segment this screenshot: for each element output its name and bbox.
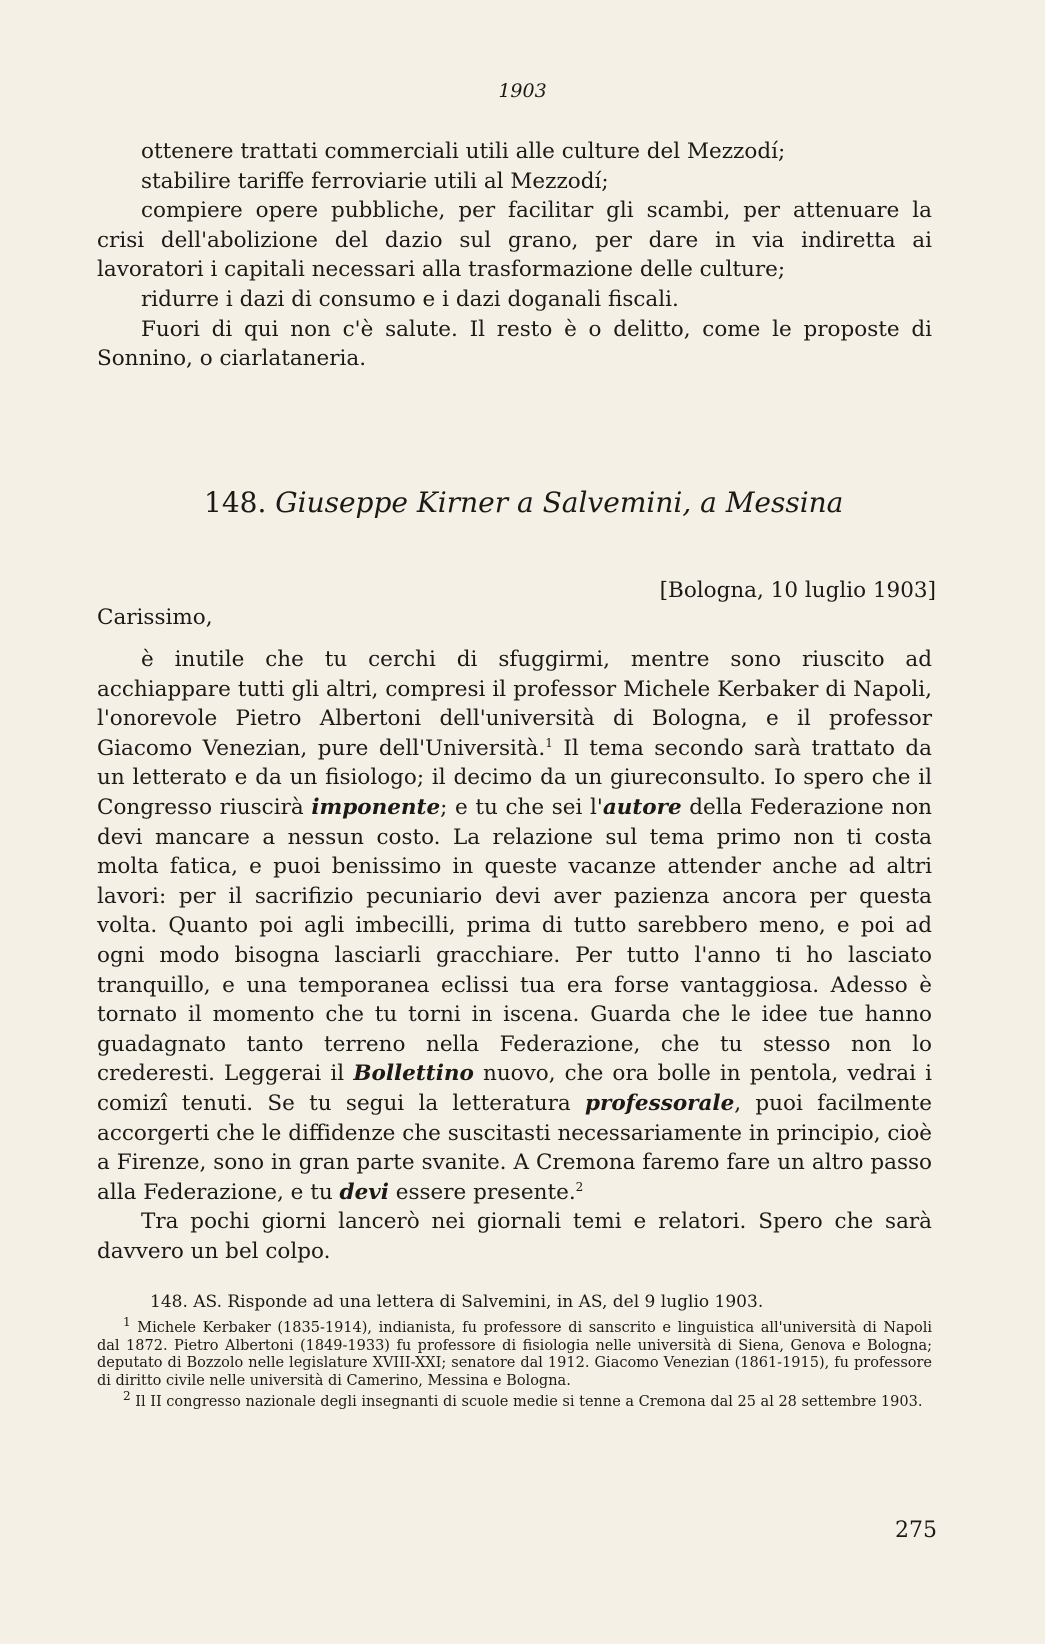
dateline: [Bologna, 10 luglio 1903] [659,578,936,603]
footnote-mark: 1 [123,1315,131,1330]
page-number: 275 [895,1518,937,1543]
letter-heading [204,486,843,519]
emphasis: imponente [311,794,441,820]
text-run: è inutile che tu cerchi di sfuggirmi, mentre sono riuscito ad acchiappare tutti gli altri, compresi il professor Michele Kerbaker di Napoli, l'onorevole Pietro Albertoni dell'università di Bologna, e il professor Giacomo Venezian, pure dell'Università. [97,647,932,761]
footnote-text: Michele Kerbaker (1835-1914), indianista, fu professore di sanscrito e linguistica all'università di Napoli dal 1872. Pietro Albertoni (1849-1933) fu professore di fisiologia nelle università di Siena, Genova e Bologna; deputato di Bozzolo nelle legislature XVIII-XXI; senatore dal 1912. Giacomo Venezian (1861-1915), fu professore di diritto civile nelle università di Camerino, Messina e Bologna. [97,1320,932,1389]
text-run: essere presente. [388,1179,576,1205]
salutation: Carissimo, [97,605,213,630]
text-line: ottenere trattati commerciali utili alle culture del Mezzodí; [141,139,786,164]
footnote-ref[interactable]: 1 [545,735,553,750]
paragraph: crisi dell'abolizione del dazio sul grano, per dare in via indiretta ai lavoratori i capitali necessari alla trasformazione delle culture; [97,227,932,283]
text-run: nuovo, che ora bolle in pentola, vedrai i comizî tenuti. Se tu segui la letteratura [97,1061,932,1116]
text-line: compiere opere pubbliche, per facilitar gli scambi, per attenuare la [141,198,932,224]
running-head: 1903 [498,80,547,102]
closing-paragraph: Fuori di qui non c'è salute. Il resto è o delitto, come le proposte di Sonnino, o ciarlataneria. [97,316,932,372]
footnote-text: Il II congresso nazionale degli insegnanti di scuole medie si tenne a Cremona dal 25 al 28 settembre 1903. [130,1394,923,1410]
text-run: della Federazione non devi mancare a nessun costo. La relazione sul tema primo non ti costa molta fatica, e puoi benissimo in queste vacanze attender anche ad altri lavori: per il sacrifizio pecuniario devi aver pazienza ancora per questa volta. Quanto poi agli imbecilli, prima di tutto sarebbero meno, e poi ad ogni modo bisogna lasciarli gracchiare. Per tutto l'anno ti ho lasciato tranquillo, e una temporanea eclissi tua era forse vantaggiosa. Adesso è tornato il momento che tu torni in iscena. Guarda che le idee tue hanno guadagnato tanto terreno nella Federazione, che tu stesso non lo crederesti. Leggerai il [97,794,933,1087]
footnote [97,1315,932,1390]
footnote-ref[interactable]: 2 [575,1179,584,1194]
text-line: stabilire tariffe ferroviarie utili al Mezzodí; [141,168,609,194]
emphasis: professorale [584,1090,735,1116]
emphasis: devi [339,1179,389,1205]
periodical-title: Bollettino [353,1061,474,1087]
letter-paragraph [97,645,932,1207]
letter-title: Giuseppe Kirner a Salvemini, a Messina [275,486,844,519]
text-run: Il tema secondo sarà trattato da un letterato e da un fisiologo; il decimo da un giureconsulto. Io spero che il Congresso riuscirà [97,735,932,820]
letter-number: 148. [204,486,267,519]
continued-text [97,137,932,374]
letter-paragraph: Tra pochi giorni lancerò nei giornali temi e relatori. Spero che sarà davvero un bel colpo. [97,1209,932,1264]
footnote-mark: 2 [123,1389,131,1404]
emphasis: autore [602,794,682,820]
text-run: , puoi facilmente accorgerti che le diffidenze che suscitasti necessariamente in principio, cioè a Firenze, sono in gran parte svanite. A Cremona faremo fare un altro passo alla Federazione, e tu [97,1090,932,1205]
text-line: ridurre i dazi di consumo e i dazi doganali fiscali. [141,286,679,312]
source-note: 148. AS. Risponde ad una lettera di Salvemini, in AS, del 9 luglio 1903. [150,1292,764,1312]
text-run: ; e tu che sei l' [440,794,603,820]
footnote [97,1389,932,1412]
footnotes [97,1315,932,1416]
letter-body [97,645,932,1266]
